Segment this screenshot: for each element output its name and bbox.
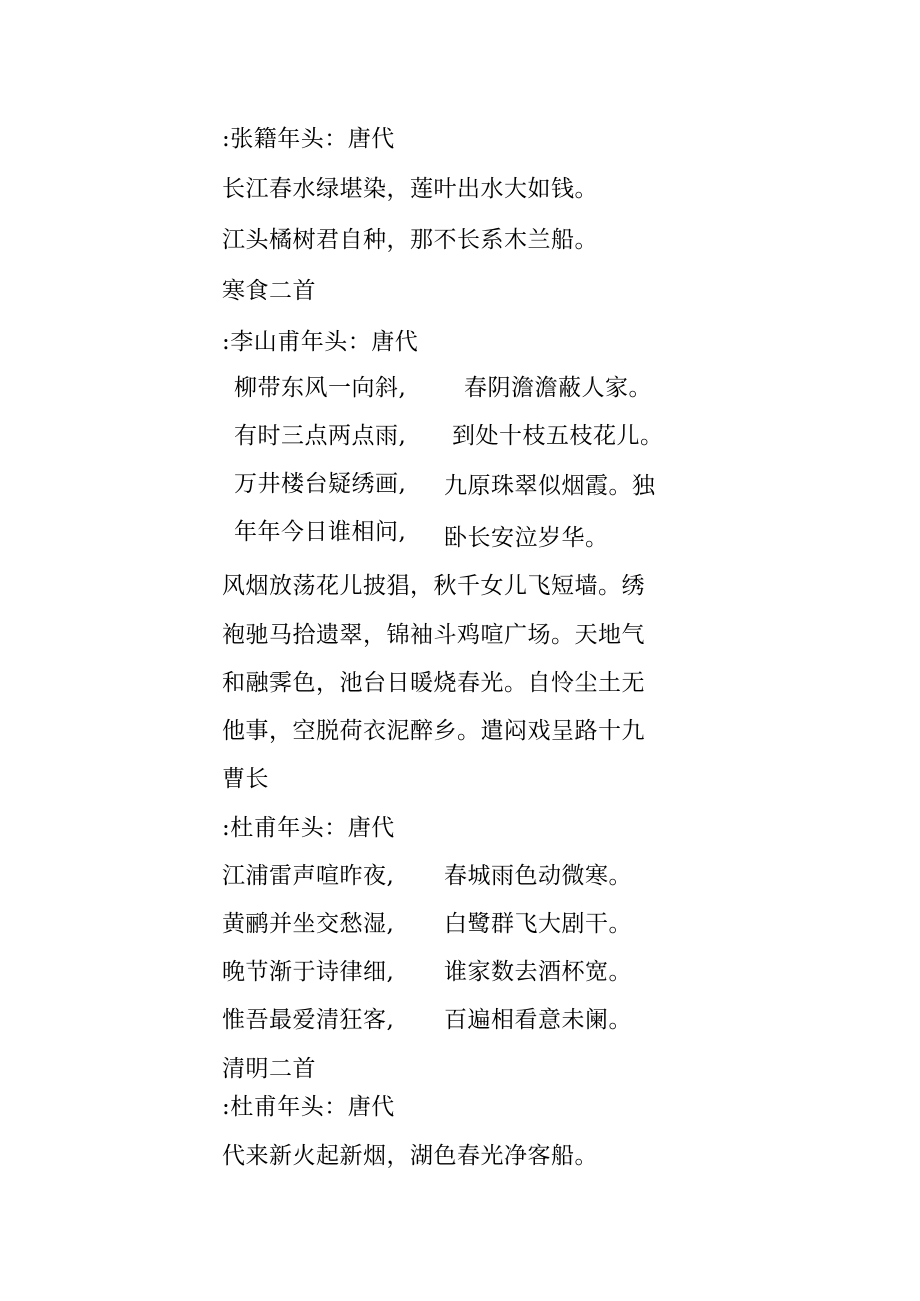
prose-line: 风烟放荡花儿披猖，秋千女儿飞短墙。绣 bbox=[222, 573, 645, 599]
couplet-right: 卧长安泣岁华。 bbox=[444, 525, 609, 551]
couplet-right: 到处十枝五枝花儿。 bbox=[452, 423, 664, 449]
couplet-right: 九原珠翠似烟霞。独 bbox=[444, 473, 656, 499]
prose-line: 曹长 bbox=[222, 766, 269, 792]
prose-line: 袍驰马拾遗翠，锦袖斗鸡喧广场。天地气 bbox=[222, 622, 645, 648]
poem-title: 寒食二首 bbox=[222, 278, 316, 304]
couplet-right: 春阴澹澹蔽人家。 bbox=[464, 375, 652, 401]
couplet-right: 春城雨色动微寒。 bbox=[444, 863, 632, 889]
author-line: :张籍年头：唐代 bbox=[222, 126, 395, 152]
author-line: :李山甫年头：唐代 bbox=[222, 329, 419, 355]
verse-line: 长江春水绿堪染，莲叶出水大如钱。 bbox=[222, 176, 598, 202]
couplet-left: 惟吾最爱清狂客, bbox=[222, 1007, 395, 1033]
couplet-left: 江浦雷声喧昨夜, bbox=[222, 863, 395, 889]
verse-line: 江头橘树君自种，那不长系木兰船。 bbox=[222, 227, 598, 253]
verse-line: 代来新火起新烟，湖色春光净客船。 bbox=[222, 1143, 598, 1169]
couplet-left: 万井楼台疑绣画, bbox=[234, 471, 407, 497]
prose-line: 和融霁色，池台日暖烧春光。自怜尘土无 bbox=[222, 670, 645, 696]
author-line: :杜甫年头：唐代 bbox=[222, 815, 395, 841]
couplet-left: 年年今日谁相问, bbox=[234, 519, 407, 545]
author-line: :杜甫年头：唐代 bbox=[222, 1094, 395, 1120]
couplet-left: 晚节渐于诗律细, bbox=[222, 959, 395, 985]
poem-title: 清明二首 bbox=[222, 1056, 316, 1082]
couplet-right: 百遍相看意未阑。 bbox=[444, 1007, 632, 1033]
couplet-right: 白鹭群飞大剧干。 bbox=[444, 911, 632, 937]
couplet-left: 柳带东风一向斜, bbox=[234, 375, 407, 401]
prose-line: 他事，空脱荷衣泥醉乡。遣闷戏呈路十九 bbox=[222, 718, 645, 744]
couplet-left: 有时三点两点雨, bbox=[234, 423, 407, 449]
couplet-right: 谁家数去酒杯宽。 bbox=[444, 959, 632, 985]
couplet-left: 黄鹂并坐交愁湿, bbox=[222, 911, 395, 937]
